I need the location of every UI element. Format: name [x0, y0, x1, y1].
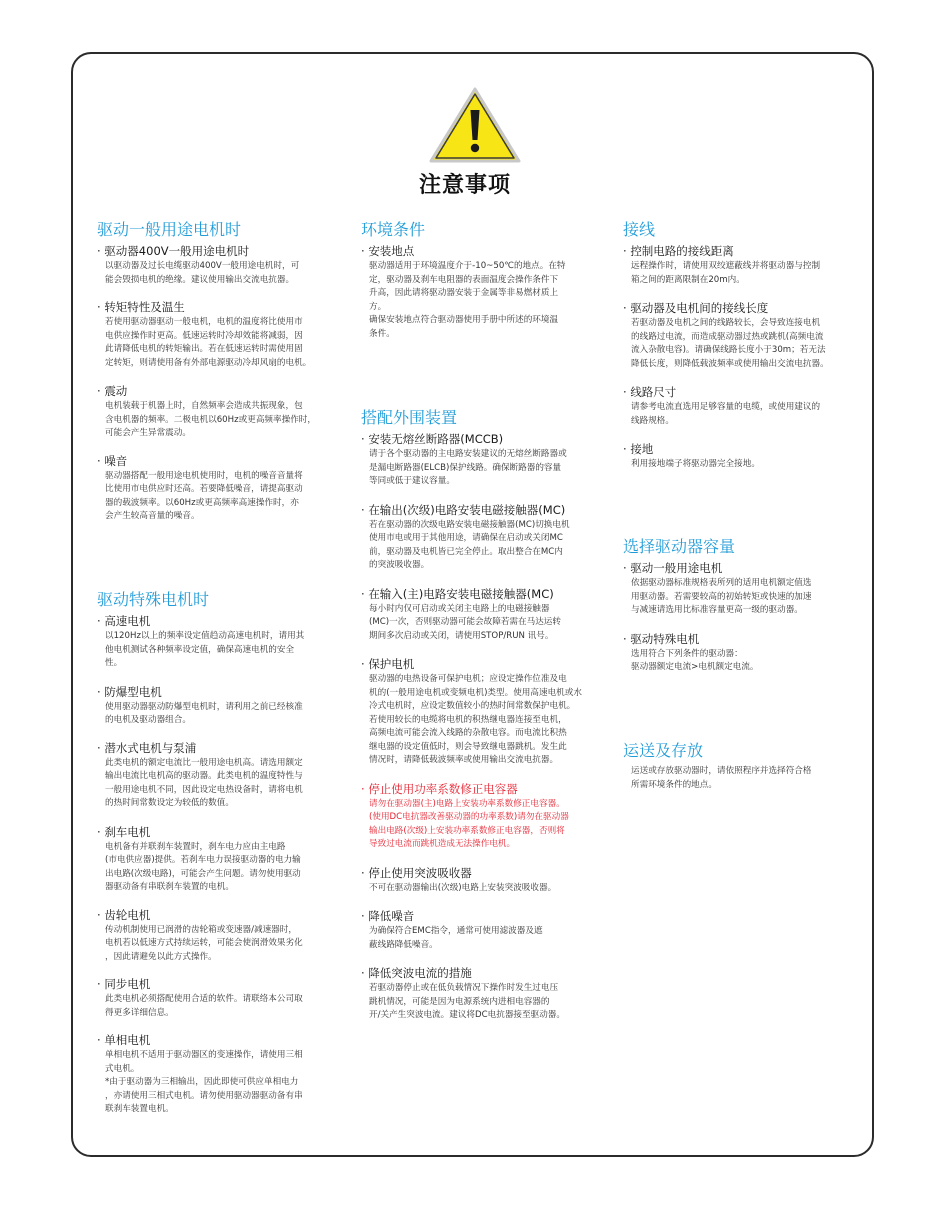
item-text: 驱动器适用于环境温度介于-10~50℃的地点。在特 定，驱动器及刹车电阻器的表面温度会操作条件下 升高，因此请将驱动器安装于金属等非易燃材质上 方。 确保安装地点符合驱动器使用手册中所述的环境温 条件。 [369, 261, 566, 339]
list-item [623, 385, 848, 428]
item-text: 请于各个驱动器的主电路安装建议的无熔丝断路器或 是漏电断路器(ELCB)保护线路。确保断路器的容量 等同或低于建议容量。 [369, 449, 567, 486]
item-text: 若驱动器停止或在低负载情况下操作时发生过电压 跳机情况，可能是因为电源系统内进相电容器的 开/关产生突波电流。建议将DC电抗器接至驱动器。 [369, 983, 565, 1020]
list-item [97, 614, 327, 671]
list-item [623, 765, 848, 792]
item-text: 以驱动器及过长电缆驱动400V一般用途电机时，可 能会毁损电机的绝缘。建议使用输出交流电抗器。 [105, 261, 300, 285]
item-text: 传动机制使用已润滑的齿轮箱或变速器/减速器时， 电机若以低速方式持续运转，可能会使润滑效果劣化 ，因此请避免以此方式操作。 [105, 924, 303, 962]
item-heading: · 驱动器及电机间的接线长度 [623, 301, 848, 316]
item-text: 使用驱动器驱动防爆型电机时，请利用之前已经核准 的电机及驱动器组合。 [105, 701, 303, 725]
item-text: 若在驱动器的次级电路安装电磁接触器(MC)切换电机 使用市电或用于其他用途，请确保在启动或关闭MC 前，驱动器及电机皆已完全停止。取出整合在MC内 的突波吸收器。 [369, 519, 570, 570]
list-item [361, 966, 583, 1023]
list-item [361, 587, 583, 644]
item-text: 电机备有并联刹车装置时，刹车电力应由主电路 (市电供应器)提供。若刹车电力误接驱动器的电力输 出电路(次级电路)，可能会产生问题。请勿使用驱动 器驱动备有串联刹车装置的电机。 [105, 841, 301, 892]
item-heading: · 驱动一般用途电机 [623, 561, 848, 576]
section-environment [361, 220, 583, 341]
item-heading: · 降低突波电流的措施 [361, 966, 583, 981]
section-title: 环境条件 [361, 220, 426, 239]
item-text: 以120Hz以上的频率设定值趋动高速电机时，请用其 他电机测试各种频率设定值，确保高速电机的安全 性。 [105, 631, 305, 668]
item-heading: · 潜水式电机与泵浦 [97, 741, 327, 756]
item-heading: · 降低噪音 [361, 909, 583, 924]
item-text: 请参考电流直选用足够容量的电缆，或使用建议的 线路规格。 [631, 402, 821, 426]
item-text: 驱动器的电热设备可保护电机；应设定操作位准及电 机的(一般用途电机或变频电机)类型。使用高速电机或水 冷式电机时，应设定数值较小的热时间常数保护电机。 若使用较长的电缆将电机的积热继电器连接至电机， 高频电流可能会流入线路的杂散电容。而电流比积热 继电器的设定值低时，则会导致继电器跳机。发生此 情况时，请降低载波频率或使用输出交流电抗器。 [369, 674, 582, 765]
item-heading: · 在输出(次级)电路安装电磁接触器(MC) [361, 503, 583, 518]
list-item [623, 632, 848, 675]
item-heading: · 安装地点 [361, 244, 583, 259]
item-text: 每小时内仅可启动或关闭主电路上的电磁接触器 (MC)一次，否则驱动器可能会故障若需在马达运转 期间多次启动或关闭，请使用STOP/RUN 讯号。 [369, 603, 561, 641]
list-item [361, 432, 583, 489]
item-heading: · 线路尺寸 [623, 385, 848, 400]
list-item [361, 866, 583, 896]
item-text: 此类电机必须搭配使用合适的软件。请联络本公司取 得更多详细信息。 [105, 994, 303, 1018]
list-item [97, 908, 327, 965]
list-item [97, 454, 327, 524]
section-title: 运送及存放 [623, 741, 704, 760]
section-wiring [623, 220, 848, 472]
list-item [97, 244, 327, 287]
item-text: 为确保符合EMC指令，通常可使用滤波器及遮 蔽线路降低噪音。 [369, 926, 543, 950]
item-text: 若使用驱动器驱动一般电机，电机的温度将比使用市 电供应操作时更高。低速运转时冷却效能将减弱，因 此请降低电机的转矩输出。若在低速运转时需使用固 定转矩，则请使用备有外部电源驱动冷却风扇的电机。 [105, 317, 312, 368]
section-title: 驱动特殊电机时 [97, 590, 210, 609]
item-heading: · 噪音 [97, 454, 327, 469]
section-title: 接线 [623, 220, 656, 239]
list-item [623, 244, 848, 287]
list-item [97, 300, 327, 370]
item-heading: · 控制电路的接线距离 [623, 244, 848, 259]
item-heading: · 驱动器400V一般用途电机时 [97, 244, 327, 259]
item-heading: · 单相电机 [97, 1033, 327, 1048]
item-text: 远程操作时，请使用双绞遮蔽线并将驱动器与控制 箱之间的距离限制在20m内。 [631, 261, 821, 285]
item-heading: · 驱动特殊电机 [623, 632, 848, 647]
item-text: 单相电机不适用于驱动器区的变速操作，请使用三相 式电机。 *由于驱动器为三相输出，因此即使可供应单相电力 ，亦请使用三相式电机。请勿使用驱动器驱动备有串 联刹车装置电机。 [105, 1050, 303, 1114]
item-heading: · 安装无熔丝断路器(MCCB) [361, 432, 583, 447]
list-item [97, 741, 327, 811]
item-heading: · 刹车电机 [97, 825, 327, 840]
list-item [623, 301, 848, 371]
item-heading: · 接地 [623, 442, 848, 457]
item-text: 利用接地端子将驱动器完全接地。 [631, 459, 760, 469]
list-item [361, 503, 583, 573]
section-transport-storage [623, 741, 848, 792]
item-text: 依据驱动器标准规格表所列的适用电机额定值选 用驱动器。若需要较高的初始转矩或快速的加速 与减速请选用比标准容量更高一级的驱动器。 [631, 578, 812, 615]
item-heading: · 停止使用功率系数修正电容器 [361, 782, 583, 797]
section-peripherals [361, 408, 583, 1023]
item-text: 若驱动器及电机之间的线路较长，会导致连接电机 的线路过电流，而造成驱动器过热或跳机(高频电流 流入杂散电容)。请确保线路长度小于30m；若无法 降低长度，则降低载波频率或使用输出交流电抗器。 [631, 318, 829, 369]
item-heading: · 高速电机 [97, 614, 327, 629]
item-text: 请勿在驱动器(主)电路上安装功率系数修正电容器。 (使用DC电抗器改善驱动器的功率系数)请勿在驱动器 输出电路(次级)上安装功率系数修正电容器，否则将 导致过电流而跳机造成无法操作电机。 [369, 798, 569, 849]
list-item [97, 685, 327, 728]
item-text: 运送或存放驱动器时，请依照程序并选择符合格 所需环境条件的地点。 [631, 766, 812, 790]
section-general-motor [97, 220, 327, 524]
item-heading: · 防爆型电机 [97, 685, 327, 700]
item-text: 选用符合下列条件的驱动器： 驱动器额定电流>电机额定电流。 [631, 648, 759, 672]
section-title: 驱动一般用途电机时 [97, 220, 242, 239]
section-title: 选择驱动器容量 [623, 537, 736, 556]
item-text: 此类电机的额定电流比一般用途电机高。请选用额定 输出电流比电机高的驱动器。此类电机的温度特性与 一般用途电机不同，因此设定电热设备时，请将电机 的热时间常数设定为较低的数值。 [105, 757, 303, 808]
warning-triangle-icon [428, 86, 522, 164]
list-item-warning [361, 782, 583, 852]
list-item [97, 1033, 327, 1117]
list-item [361, 657, 583, 768]
list-item [97, 384, 327, 441]
item-text: 不可在驱动器输出(次级)电路上安装突波吸收器。 [369, 882, 557, 893]
section-capacity [623, 537, 848, 675]
item-heading: · 齿轮电机 [97, 908, 327, 923]
page-title: 注意事项 [418, 173, 511, 198]
item-heading: · 震动 [97, 384, 327, 399]
section-special-motor [97, 590, 327, 1117]
item-heading: · 在输入(主)电路安装电磁接触器(MC) [361, 587, 583, 602]
list-item [97, 825, 327, 895]
list-item [361, 244, 583, 341]
list-item [97, 977, 327, 1020]
list-item [623, 561, 848, 618]
item-heading: · 停止使用突波吸收器 [361, 866, 583, 881]
section-title: 搭配外围装置 [361, 408, 458, 427]
item-heading: · 保护电机 [361, 657, 583, 672]
item-text: 驱动器搭配一般用途电机使用时，电机的噪音音量将 比使用市电供应时还高。若要降低噪音，请提高驱动 器的载波频率。以60Hz或更高频率高速操作时，亦 会产生较高音量的噪音。 [105, 470, 303, 521]
item-heading: · 转矩特性及温生 [97, 300, 327, 315]
list-item [623, 442, 848, 472]
list-item [361, 909, 583, 952]
item-heading: · 同步电机 [97, 977, 327, 992]
item-text: 电机装载于机器上时，自然频率会造成共振现象，包 含电机器的频率。二极电机以60Hz或更高频率操作时， 可能会产生异常震动。 [105, 401, 316, 438]
